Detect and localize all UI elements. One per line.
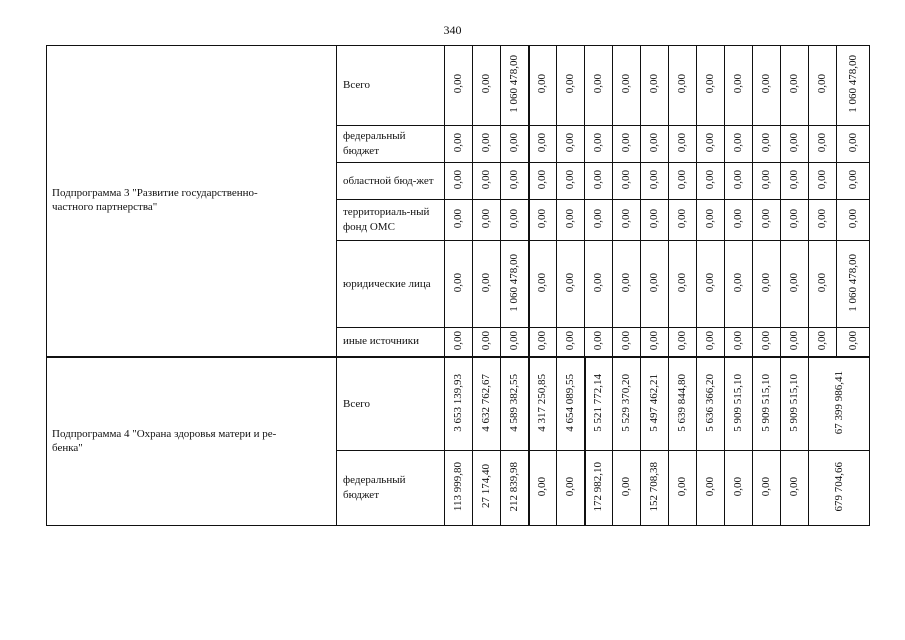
value-cell <box>501 46 529 126</box>
value-cell <box>697 200 725 241</box>
value-text: 0,00 <box>676 476 688 497</box>
value-cell <box>557 327 585 357</box>
value-cell <box>753 46 781 126</box>
value-text: 0,00 <box>480 272 492 293</box>
value-text: 0,00 <box>480 170 492 190</box>
value-text: 0,00 <box>676 133 688 153</box>
value-cell <box>725 241 753 327</box>
value-text: 0,00 <box>620 272 632 293</box>
value-cell <box>529 357 557 450</box>
value-cell <box>641 357 669 450</box>
value-text: 152 708,38 <box>648 461 660 512</box>
value-text: 0,00 <box>732 170 744 190</box>
value-cell <box>557 126 585 163</box>
value-text: 5 909 515,10 <box>760 373 772 432</box>
value-text: 0,00 <box>788 74 800 94</box>
funding-source: Всего <box>337 46 445 126</box>
value-text: 0,00 <box>704 170 716 190</box>
value-text: 0,00 <box>452 74 464 94</box>
value-text: 0,00 <box>676 74 688 94</box>
value-text: 4 654 089,55 <box>563 373 576 432</box>
value-cell <box>753 200 781 241</box>
value-text: 0,00 <box>648 272 660 293</box>
value-text: 0,00 <box>648 133 660 153</box>
value-text: 0,00 <box>507 330 520 350</box>
value-cell <box>529 327 557 357</box>
value-cell <box>613 327 641 357</box>
value-cell <box>473 357 501 450</box>
value-cell <box>837 241 870 327</box>
value-text: 0,00 <box>676 170 688 190</box>
value-text: 0,00 <box>760 330 772 350</box>
value-cell <box>641 200 669 241</box>
value-cell <box>613 200 641 241</box>
value-cell <box>697 241 725 327</box>
value-text: 0,00 <box>480 74 492 94</box>
table-body <box>47 46 870 526</box>
value-text: 4 589 382,55 <box>507 373 520 432</box>
value-cell <box>501 241 529 327</box>
value-text: 0,00 <box>648 209 660 229</box>
value-text: 0,00 <box>732 133 744 153</box>
value-text: 0,00 <box>760 74 772 94</box>
value-text: 679 704,66 <box>832 461 845 512</box>
value-text: 0,00 <box>536 133 549 153</box>
value-cell <box>669 126 697 163</box>
value-cell <box>781 46 809 126</box>
value-cell <box>781 450 809 525</box>
value-cell <box>725 200 753 241</box>
value-cell <box>781 327 809 357</box>
value-text: 0,00 <box>732 272 744 293</box>
value-cell <box>445 241 473 327</box>
value-text: 0,00 <box>788 330 800 350</box>
value-text: 0,00 <box>592 74 604 94</box>
value-cell <box>473 126 501 163</box>
value-cell <box>501 357 529 450</box>
value-cell <box>809 450 870 525</box>
table-row <box>47 357 870 450</box>
value-text: 0,00 <box>732 209 744 229</box>
value-cell <box>781 357 809 450</box>
program-name: Подпрограмма 3 "Развитие государственно-частного партнерства" <box>47 46 337 358</box>
value-text: 0,00 <box>760 209 772 229</box>
value-cell <box>697 46 725 126</box>
value-cell <box>585 163 613 200</box>
value-text: 212 839,98 <box>507 461 520 512</box>
value-text: 0,00 <box>620 170 632 190</box>
value-text: 0,00 <box>620 133 632 153</box>
value-text: 0,00 <box>452 272 464 293</box>
value-text: 0,00 <box>704 133 716 153</box>
value-text: 0,00 <box>507 209 520 229</box>
value-text: 1 060 478,00 <box>846 55 859 113</box>
value-cell <box>809 46 837 126</box>
value-text: 0,00 <box>846 170 859 190</box>
value-cell <box>697 357 725 450</box>
value-cell <box>809 200 837 241</box>
value-cell <box>473 46 501 126</box>
value-text: 0,00 <box>507 133 520 153</box>
value-text: 0,00 <box>620 476 632 497</box>
value-cell <box>473 450 501 525</box>
value-text: 0,00 <box>480 330 492 350</box>
value-text: 0,00 <box>536 272 549 293</box>
value-cell <box>529 450 557 525</box>
value-cell <box>669 450 697 525</box>
value-text: 0,00 <box>704 476 716 497</box>
value-cell <box>445 450 473 525</box>
value-text: 0,00 <box>592 272 604 293</box>
value-cell <box>529 241 557 327</box>
value-text: 0,00 <box>564 74 576 94</box>
value-cell <box>697 163 725 200</box>
value-text: 0,00 <box>648 170 660 190</box>
value-cell <box>529 200 557 241</box>
value-text: 0,00 <box>788 209 800 229</box>
value-cell <box>753 163 781 200</box>
value-cell <box>809 357 870 450</box>
value-cell <box>837 327 870 357</box>
funding-source: Всего <box>337 357 445 450</box>
value-text: 0,00 <box>536 170 549 190</box>
value-text: 1 060 478,00 <box>507 253 520 312</box>
value-cell <box>753 357 781 450</box>
value-cell <box>809 126 837 163</box>
value-text: 0,00 <box>846 133 859 153</box>
value-cell <box>613 163 641 200</box>
value-cell <box>585 200 613 241</box>
value-text: 0,00 <box>788 133 800 153</box>
value-text: 0,00 <box>536 209 549 229</box>
value-text: 4 632 762,67 <box>480 373 492 432</box>
value-cell <box>781 163 809 200</box>
value-text: 172 982,10 <box>592 461 605 512</box>
value-cell <box>529 126 557 163</box>
value-cell <box>445 126 473 163</box>
value-cell <box>585 126 613 163</box>
value-text: 5 521 772,14 <box>592 373 605 432</box>
value-text: 1 060 478,00 <box>507 55 520 113</box>
value-cell <box>753 126 781 163</box>
value-text: 27 174,40 <box>480 464 492 509</box>
funding-source: иные источники <box>337 327 445 357</box>
value-cell <box>585 450 613 525</box>
value-text: 0,00 <box>704 74 716 94</box>
value-cell <box>725 327 753 357</box>
program-name: Подпрограмма 4 "Охрана здоровья матери и ре-бенка" <box>47 357 337 525</box>
financing-table <box>46 45 870 526</box>
value-text: 0,00 <box>846 209 859 229</box>
funding-source: территориаль-ный фонд ОМС <box>337 200 445 241</box>
value-cell <box>501 327 529 357</box>
value-cell <box>557 46 585 126</box>
value-cell <box>837 200 870 241</box>
value-text: 0,00 <box>732 74 744 94</box>
value-text: 0,00 <box>846 330 859 350</box>
value-cell <box>725 450 753 525</box>
table-row <box>47 46 870 126</box>
value-cell <box>501 450 529 525</box>
value-text: 5 497 462,21 <box>648 373 660 432</box>
value-cell <box>501 200 529 241</box>
value-text: 0,00 <box>676 330 688 350</box>
value-cell <box>613 126 641 163</box>
value-cell <box>473 241 501 327</box>
value-text: 0,00 <box>788 476 800 497</box>
value-text: 0,00 <box>760 272 772 293</box>
value-cell <box>445 46 473 126</box>
value-text: 0,00 <box>592 209 604 229</box>
funding-source: федеральный бюджет <box>337 126 445 163</box>
value-cell <box>725 126 753 163</box>
funding-source: юридические лица <box>337 241 445 327</box>
value-text: 0,00 <box>816 170 828 190</box>
value-text: 0,00 <box>592 330 604 350</box>
value-text: 0,00 <box>760 170 772 190</box>
value-text: 5 639 844,80 <box>676 373 688 432</box>
value-cell <box>641 241 669 327</box>
value-cell <box>445 357 473 450</box>
value-cell <box>669 327 697 357</box>
value-cell <box>697 450 725 525</box>
value-text: 0,00 <box>732 476 744 497</box>
value-cell <box>641 46 669 126</box>
value-text: 0,00 <box>452 170 464 190</box>
value-text: 0,00 <box>564 330 576 350</box>
value-cell <box>781 126 809 163</box>
value-cell <box>557 200 585 241</box>
value-text: 0,00 <box>564 272 576 293</box>
value-cell <box>753 327 781 357</box>
value-text: 0,00 <box>704 209 716 229</box>
value-cell <box>613 357 641 450</box>
value-text: 113 999,80 <box>452 461 464 511</box>
value-cell <box>613 241 641 327</box>
value-cell <box>613 46 641 126</box>
value-cell <box>529 163 557 200</box>
value-text: 5 909 515,10 <box>732 373 744 432</box>
value-cell <box>725 163 753 200</box>
page-number: 340 <box>443 23 462 37</box>
value-cell <box>725 46 753 126</box>
value-text: 0,00 <box>564 170 576 190</box>
value-text: 0,00 <box>620 74 632 94</box>
value-text: 0,00 <box>760 476 772 497</box>
value-cell <box>557 241 585 327</box>
value-text: 0,00 <box>452 133 464 153</box>
value-text: 5 636 366,20 <box>704 373 716 432</box>
funding-source: федеральный бюджет <box>337 450 445 525</box>
value-cell <box>557 357 585 450</box>
value-text: 0,00 <box>452 330 464 350</box>
value-cell <box>809 327 837 357</box>
value-text: 0,00 <box>788 170 800 190</box>
value-text: 0,00 <box>480 209 492 229</box>
value-cell <box>641 450 669 525</box>
value-text: 0,00 <box>592 133 604 153</box>
value-cell <box>809 163 837 200</box>
value-cell <box>473 163 501 200</box>
value-text: 0,00 <box>564 133 576 153</box>
value-cell <box>501 126 529 163</box>
value-cell <box>613 450 641 525</box>
value-cell <box>641 126 669 163</box>
value-cell <box>669 200 697 241</box>
value-text: 0,00 <box>648 74 660 94</box>
value-text: 5 529 370,20 <box>620 373 632 432</box>
value-cell <box>697 126 725 163</box>
value-cell <box>557 163 585 200</box>
funding-source: областной бюд-жет <box>337 163 445 200</box>
value-cell <box>753 241 781 327</box>
value-text: 0,00 <box>816 272 828 293</box>
value-cell <box>557 450 585 525</box>
value-text: 5 909 515,10 <box>788 373 800 432</box>
value-text: 0,00 <box>816 209 828 229</box>
value-cell <box>445 163 473 200</box>
value-text: 0,00 <box>620 209 632 229</box>
value-text: 0,00 <box>788 272 800 293</box>
value-text: 0,00 <box>536 330 549 350</box>
value-cell <box>445 200 473 241</box>
value-text: 0,00 <box>536 476 549 497</box>
value-text: 0,00 <box>452 209 464 229</box>
value-cell <box>473 327 501 357</box>
value-text: 3 653 139,93 <box>452 373 464 432</box>
value-text: 0,00 <box>536 74 549 94</box>
value-cell <box>809 241 837 327</box>
value-cell <box>669 163 697 200</box>
value-text: 67 399 986,41 <box>832 370 845 435</box>
value-text: 0,00 <box>704 272 716 293</box>
value-text: 0,00 <box>816 74 828 94</box>
value-cell <box>781 200 809 241</box>
value-cell <box>641 327 669 357</box>
value-cell <box>641 163 669 200</box>
value-text: 0,00 <box>676 209 688 229</box>
value-cell <box>585 46 613 126</box>
value-cell <box>725 357 753 450</box>
value-cell <box>753 450 781 525</box>
value-cell <box>669 241 697 327</box>
value-text: 0,00 <box>676 272 688 293</box>
value-cell <box>585 327 613 357</box>
value-text: 1 060 478,00 <box>846 253 859 312</box>
value-text: 0,00 <box>760 133 772 153</box>
value-cell <box>697 327 725 357</box>
value-text: 0,00 <box>564 209 576 229</box>
value-text: 0,00 <box>480 133 492 153</box>
value-cell <box>585 357 613 450</box>
value-cell <box>473 200 501 241</box>
value-text: 0,00 <box>648 330 660 350</box>
value-cell <box>669 46 697 126</box>
value-text: 0,00 <box>816 330 828 350</box>
value-text: 0,00 <box>563 476 576 497</box>
value-cell <box>669 357 697 450</box>
value-text: 0,00 <box>620 330 632 350</box>
value-text: 4 317 250,85 <box>536 373 549 432</box>
value-text: 0,00 <box>732 330 744 350</box>
value-text: 0,00 <box>592 170 604 190</box>
value-cell <box>781 241 809 327</box>
value-cell <box>445 327 473 357</box>
value-cell <box>837 163 870 200</box>
value-cell <box>837 126 870 163</box>
value-text: 0,00 <box>704 330 716 350</box>
value-text: 0,00 <box>507 170 520 190</box>
value-cell <box>585 241 613 327</box>
value-cell <box>529 46 557 126</box>
value-cell <box>501 163 529 200</box>
value-text: 0,00 <box>816 133 828 153</box>
value-cell <box>837 46 870 126</box>
